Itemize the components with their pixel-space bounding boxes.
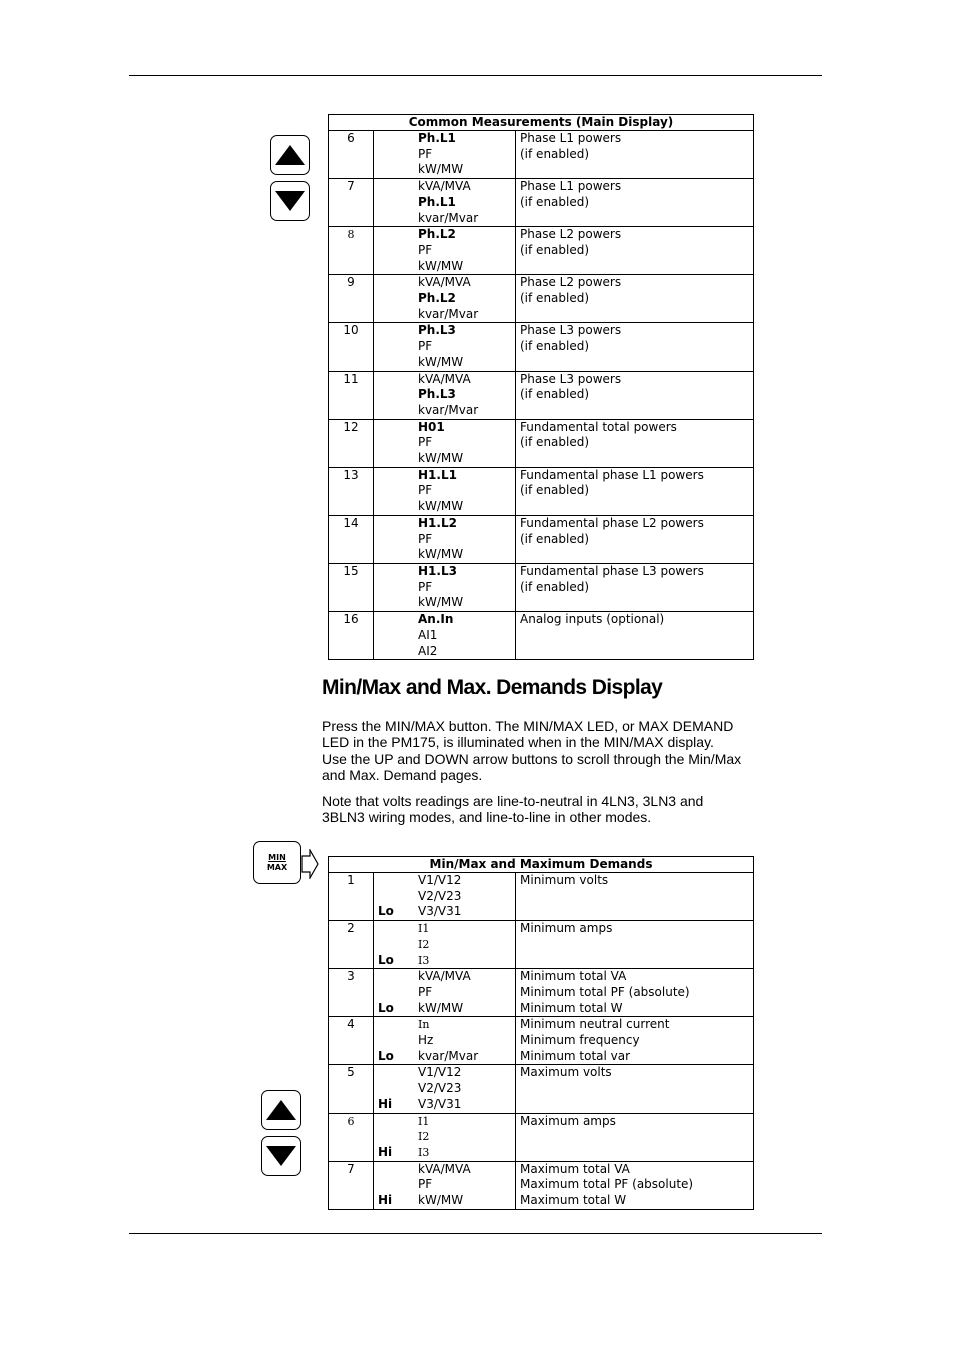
lo-hi-indicator <box>374 564 418 611</box>
display-line: kW/MW <box>418 499 464 514</box>
min-label: MIN <box>268 852 286 862</box>
description-line: Minimum neutral current <box>520 1017 670 1032</box>
up-arrow-button <box>270 135 310 175</box>
row-number: 12 <box>329 419 374 467</box>
lo-hi-indicator <box>374 1065 418 1112</box>
display-labels <box>374 969 516 1017</box>
lo-hi-label: Lo <box>378 952 394 967</box>
display-line: kvar/Mvar <box>418 402 479 417</box>
display-line: PF <box>418 1177 433 1192</box>
lo-hi-indicator <box>374 1114 418 1161</box>
display-line: kVA/MVA <box>418 179 471 194</box>
row-description <box>516 921 754 969</box>
description-line: (if enabled) <box>520 483 590 498</box>
row-number: 5 <box>329 1065 374 1113</box>
display-labels <box>374 1161 516 1209</box>
lo-hi-label: Hi <box>378 1193 393 1208</box>
description-line: Phase L1 powers <box>520 179 622 194</box>
display-labels <box>374 921 516 969</box>
lo-hi-label: Lo <box>378 1048 394 1063</box>
display-line: PF <box>418 146 433 161</box>
description-line: Maximum amps <box>520 1113 616 1128</box>
display-line: kW/MW <box>418 1193 464 1208</box>
display-line: kW/MW <box>418 162 464 177</box>
display-line: In <box>418 1018 430 1032</box>
down-arrow-icon <box>274 189 306 213</box>
display-line: kW/MW <box>418 258 464 273</box>
table-row <box>329 969 754 1017</box>
display-labels <box>374 323 516 371</box>
row-description <box>516 467 754 515</box>
description-line: Minimum amps <box>520 921 613 936</box>
row-description <box>516 131 754 179</box>
table-row <box>329 1017 754 1065</box>
description-line: (if enabled) <box>520 579 590 594</box>
display-line: AI1 <box>418 627 438 642</box>
display-labels <box>374 1113 516 1161</box>
display-labels <box>374 371 516 419</box>
row-description <box>516 1065 754 1113</box>
footer-rule <box>129 1233 822 1234</box>
table-row <box>329 179 754 227</box>
lo-hi-indicator <box>374 179 418 226</box>
down-arrow-button <box>270 181 310 221</box>
display-line: I1 <box>418 1114 430 1128</box>
description-line: (if enabled) <box>520 242 590 257</box>
description-line: Minimum frequency <box>520 1033 640 1048</box>
display-line: kW/MW <box>418 354 464 369</box>
display-line: PF <box>418 339 433 354</box>
row-number: 6 <box>329 1113 374 1161</box>
table-row <box>329 275 754 323</box>
table-row <box>329 563 754 611</box>
display-line: H1.L1 <box>418 467 457 482</box>
display-labels <box>374 563 516 611</box>
description-line: (if enabled) <box>520 291 590 306</box>
description-line: Maximum total PF (absolute) <box>520 1177 694 1192</box>
lo-hi-indicator <box>374 420 418 467</box>
display-line: kvar/Mvar <box>418 1048 479 1063</box>
display-line: Hz <box>418 1033 434 1048</box>
row-number: 9 <box>329 275 374 323</box>
table-row <box>329 371 754 419</box>
table-row <box>329 921 754 969</box>
display-labels <box>374 1065 516 1113</box>
display-labels <box>374 179 516 227</box>
row-description <box>516 323 754 371</box>
row-description <box>516 275 754 323</box>
up-arrow-icon <box>274 143 306 167</box>
paragraph-note: Note that volts readings are line-to-neutral in 4LN3, 3LN3 and 3BLN3 wiring modes, and line-to-line in other modes. <box>322 793 704 826</box>
display-line: H01 <box>418 419 445 434</box>
lo-hi-label: Hi <box>378 1096 393 1111</box>
display-line: V2/V23 <box>418 1081 462 1096</box>
display-line: V1/V12 <box>418 873 462 887</box>
lo-hi-label: Lo <box>378 1000 394 1015</box>
display-line: An.In <box>418 612 454 627</box>
lo-hi-indicator <box>374 468 418 515</box>
description-line: (if enabled) <box>520 194 590 209</box>
row-number: 10 <box>329 323 374 371</box>
display-line: kvar/Mvar <box>418 210 479 225</box>
row-description <box>516 1113 754 1161</box>
table-row <box>329 1065 754 1113</box>
up-arrow-icon <box>265 1098 297 1122</box>
row-number: 2 <box>329 921 374 969</box>
display-labels <box>374 873 516 921</box>
display-line: PF <box>418 242 433 257</box>
description-line: Minimum total var <box>520 1048 631 1063</box>
description-line: (if enabled) <box>520 146 590 161</box>
description-line: (if enabled) <box>520 339 590 354</box>
display-line: AI2 <box>418 643 438 658</box>
description-line: Fundamental total powers <box>520 419 677 434</box>
table-row <box>329 419 754 467</box>
description-line: Phase L3 powers <box>520 371 622 386</box>
display-labels <box>374 131 516 179</box>
min-max-demands-table <box>328 856 754 1210</box>
display-line: kVA/MVA <box>418 1161 471 1176</box>
lo-hi-indicator <box>374 1162 418 1209</box>
display-line: kW/MW <box>418 1000 464 1015</box>
lo-hi-indicator <box>374 516 418 563</box>
table-row <box>329 612 754 660</box>
paragraph-instructions: Press the MIN/MAX button. The MIN/MAX LED, or MAX DEMAND LED in the PM175, is illuminated when in the MIN/MAX display. Use the UP and DOWN arrow buttons to scroll through the Min/Max and Max. Demand pages. <box>322 718 742 783</box>
display-line: H1.L3 <box>418 563 457 578</box>
down-arrow-icon <box>265 1144 297 1168</box>
row-description <box>516 1161 754 1209</box>
description-line: Phase L2 powers <box>520 227 622 242</box>
display-labels <box>374 515 516 563</box>
display-line: Ph.L2 <box>418 227 456 242</box>
right-arrow-icon <box>301 849 319 879</box>
description-line: Minimum total PF (absolute) <box>520 984 690 999</box>
display-line: PF <box>418 483 433 498</box>
header-rule <box>129 75 822 76</box>
description-line: Phase L1 powers <box>520 131 622 145</box>
lo-hi-indicator <box>374 372 418 419</box>
display-line: kVA/MVA <box>418 969 471 984</box>
display-line: Ph.L1 <box>418 194 456 209</box>
display-line: V1/V12 <box>418 1065 462 1080</box>
display-line: kVA/MVA <box>418 275 471 290</box>
display-line: PF <box>418 531 433 546</box>
display-line: I2 <box>418 937 430 951</box>
display-labels <box>374 612 516 660</box>
display-line: kW/MW <box>418 451 464 466</box>
lo-hi-indicator <box>374 873 418 920</box>
row-number: 11 <box>329 371 374 419</box>
display-labels <box>374 467 516 515</box>
row-number: 1 <box>329 873 374 921</box>
row-description <box>516 179 754 227</box>
description-line: (if enabled) <box>520 531 590 546</box>
lo-hi-indicator <box>374 969 418 1016</box>
table-row <box>329 873 754 921</box>
min-max-button <box>253 841 301 884</box>
display-line: H1.L2 <box>418 515 457 530</box>
row-number: 15 <box>329 563 374 611</box>
description-line: Fundamental phase L1 powers <box>520 467 704 482</box>
row-description <box>516 227 754 275</box>
lo-hi-indicator <box>374 1017 418 1064</box>
description-line: Phase L3 powers <box>520 323 622 338</box>
display-line: kVA/MVA <box>418 371 471 386</box>
row-description <box>516 371 754 419</box>
table-row <box>329 227 754 275</box>
description-line: Maximum total W <box>520 1193 627 1208</box>
display-line: PF <box>418 435 433 450</box>
common-measurements-table <box>328 114 754 660</box>
row-description <box>516 563 754 611</box>
max-label: MAX <box>266 862 288 872</box>
display-labels <box>374 275 516 323</box>
row-description <box>516 969 754 1017</box>
description-line: Minimum total W <box>520 1000 623 1015</box>
row-description <box>516 873 754 921</box>
down-arrow-button <box>261 1136 301 1176</box>
lo-hi-indicator <box>374 131 418 178</box>
description-line: Analog inputs (optional) <box>520 612 665 627</box>
description-line: (if enabled) <box>520 387 590 402</box>
table-title: Min/Max and Maximum Demands <box>329 857 754 873</box>
display-labels <box>374 419 516 467</box>
row-description <box>516 419 754 467</box>
display-line: I2 <box>418 1130 430 1144</box>
description-line: Fundamental phase L2 powers <box>520 515 704 530</box>
display-line: kW/MW <box>418 547 464 562</box>
lo-hi-indicator <box>374 612 418 659</box>
display-labels <box>374 227 516 275</box>
section-heading: Min/Max and Max. Demands Display <box>322 676 663 699</box>
row-number: 6 <box>329 131 374 179</box>
row-description <box>516 612 754 660</box>
description-line: Maximum volts <box>520 1065 612 1080</box>
description-line: Minimum volts <box>520 873 609 887</box>
description-line: Phase L2 powers <box>520 275 622 290</box>
row-number: 14 <box>329 515 374 563</box>
display-line: PF <box>418 984 433 999</box>
display-line: I1 <box>418 922 430 936</box>
display-line: PF <box>418 579 433 594</box>
lo-hi-indicator <box>374 275 418 322</box>
display-labels <box>374 1017 516 1065</box>
display-line: V3/V31 <box>418 904 462 919</box>
row-number: 3 <box>329 969 374 1017</box>
table-row <box>329 131 754 179</box>
row-number: 7 <box>329 1161 374 1209</box>
table-row <box>329 467 754 515</box>
row-description <box>516 1017 754 1065</box>
row-number: 4 <box>329 1017 374 1065</box>
description-line: (if enabled) <box>520 435 590 450</box>
lo-hi-indicator <box>374 921 418 968</box>
table-row <box>329 1161 754 1209</box>
lo-hi-indicator <box>374 323 418 370</box>
table-row <box>329 323 754 371</box>
display-line: Ph.L3 <box>418 323 456 338</box>
display-line: kvar/Mvar <box>418 306 479 321</box>
row-description <box>516 515 754 563</box>
lo-hi-label: Hi <box>378 1144 393 1159</box>
display-line: V3/V31 <box>418 1096 462 1111</box>
row-number: 8 <box>329 227 374 275</box>
display-line: Ph.L3 <box>418 387 456 402</box>
table-title: Common Measurements (Main Display) <box>329 115 754 131</box>
display-line: Ph.L2 <box>418 291 456 306</box>
row-number: 16 <box>329 612 374 660</box>
lo-hi-indicator <box>374 227 418 274</box>
display-line: I3 <box>418 953 430 967</box>
table-row <box>329 515 754 563</box>
description-line: Maximum total VA <box>520 1161 630 1176</box>
lo-hi-label: Lo <box>378 904 394 919</box>
row-number: 7 <box>329 179 374 227</box>
display-line: V2/V23 <box>418 888 462 903</box>
display-line: I3 <box>418 1145 430 1159</box>
up-arrow-button <box>261 1090 301 1130</box>
description-line: Fundamental phase L3 powers <box>520 563 704 578</box>
row-number: 13 <box>329 467 374 515</box>
table-row <box>329 1113 754 1161</box>
display-line: kW/MW <box>418 595 464 610</box>
description-line: Minimum total VA <box>520 969 627 984</box>
display-line: Ph.L1 <box>418 131 456 145</box>
